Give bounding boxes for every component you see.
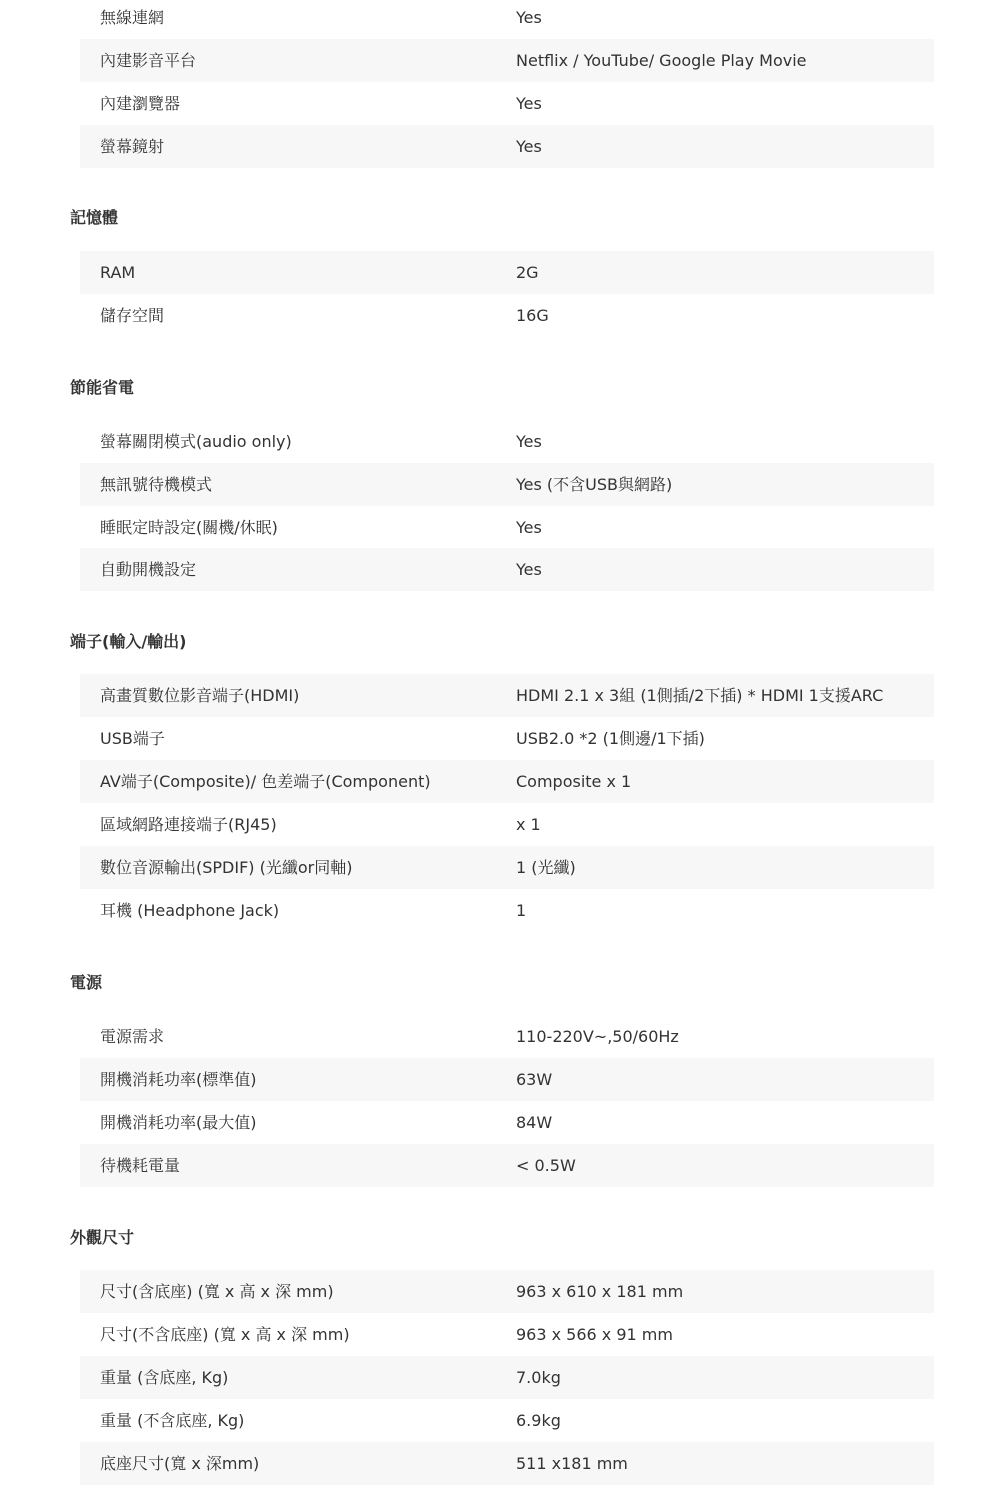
spec-label: 無訊號待機模式 [100, 475, 213, 494]
spec-row-screen-off-mode [80, 420, 934, 463]
section-title-dimensions: 外觀尺寸 [70, 1228, 135, 1247]
spec-label: 電源需求 [100, 1027, 165, 1046]
spec-label: 尺寸(不含底座) (寬 x 高 x 深 mm) [100, 1325, 350, 1344]
spec-row-power-max [80, 1101, 934, 1144]
spec-label: 底座尺寸(寬 x 深mm) [100, 1454, 260, 1473]
spec-value: 963 x 610 x 181 mm [516, 1282, 684, 1301]
spec-row-streaming-platform [80, 39, 934, 82]
spec-label: 耳機 (Headphone Jack) [100, 901, 280, 920]
spec-row-ram [80, 251, 934, 294]
spec-label: 睡眠定時設定(關機/休眠) [100, 518, 278, 537]
spec-value: Yes [516, 518, 542, 537]
spec-value: 7.0kg [516, 1368, 561, 1387]
spec-row-storage [80, 294, 934, 337]
spec-value: Composite x 1 [516, 772, 632, 791]
spec-value: 63W [516, 1070, 553, 1089]
spec-row-standby-power [80, 1144, 934, 1187]
spec-label: 螢幕關閉模式(audio only) [100, 432, 292, 451]
spec-value: HDMI 2.1 x 3組 (1側插/2下插) * HDMI 1支援ARC [516, 686, 884, 705]
spec-value: Yes [516, 94, 542, 113]
spec-value: 1 (光纖) [516, 858, 576, 877]
spec-label: 自動開機設定 [100, 560, 197, 579]
spec-label: 重量 (不含底座, Kg) [100, 1411, 245, 1430]
spec-value: 6.9kg [516, 1411, 561, 1430]
spec-value: 84W [516, 1113, 553, 1132]
spec-row-spdif [80, 846, 934, 889]
spec-label: AV端子(Composite)/ 色差端子(Component) [100, 772, 431, 791]
spec-row-wireless [80, 0, 934, 39]
spec-row-screen-mirroring [80, 125, 934, 168]
section-title-memory: 記憶體 [70, 208, 119, 227]
spec-row-headphone [80, 889, 934, 932]
spec-label: 螢幕鏡射 [100, 137, 165, 156]
spec-value: Yes [516, 8, 542, 27]
spec-label: 尺寸(含底座) (寬 x 高 x 深 mm) [100, 1282, 334, 1301]
spec-row-power-typical [80, 1058, 934, 1101]
spec-label: 無線連網 [100, 8, 165, 27]
spec-row-size-with-stand [80, 1270, 934, 1313]
spec-value: USB2.0 *2 (1側邊/1下插) [516, 729, 705, 748]
spec-value: Yes [516, 560, 542, 579]
spec-row-no-signal-standby [80, 463, 934, 506]
spec-row-hdmi [80, 674, 934, 717]
spec-row-av-component [80, 760, 934, 803]
spec-value: 110-220V~,50/60Hz [516, 1027, 679, 1046]
section-title-power: 電源 [70, 973, 103, 992]
spec-label: 儲存空間 [100, 306, 165, 325]
spec-row-auto-power-on [80, 548, 934, 591]
spec-value: 1 [516, 901, 527, 920]
spec-label: 高畫質數位影音端子(HDMI) [100, 686, 300, 705]
spec-row-browser [80, 82, 934, 125]
spec-row-power-requirement [80, 1015, 934, 1058]
spec-row-stand-size [80, 1442, 934, 1485]
spec-value: x 1 [516, 815, 541, 834]
spec-value: < 0.5W [516, 1156, 576, 1175]
spec-label: 內建影音平台 [100, 51, 197, 70]
spec-row-size-without-stand [80, 1313, 934, 1356]
spec-value: 963 x 566 x 91 mm [516, 1325, 673, 1344]
spec-value: 2G [516, 263, 539, 282]
spec-value: Netflix / YouTube/ Google Play Movie [516, 51, 807, 70]
spec-row-rj45 [80, 803, 934, 846]
spec-label: 開機消耗功率(最大值) [100, 1113, 257, 1132]
spec-label: USB端子 [100, 729, 165, 748]
spec-value: Yes [516, 432, 542, 451]
spec-label: 待機耗電量 [100, 1156, 181, 1175]
spec-label: RAM [100, 263, 136, 282]
section-title-ports: 端子(輸入/輸出) [70, 632, 187, 651]
spec-row-sleep-timer [80, 506, 934, 549]
spec-row-weight-with-stand [80, 1356, 934, 1399]
spec-label: 開機消耗功率(標準值) [100, 1070, 257, 1089]
spec-label: 區域網路連接端子(RJ45) [100, 815, 277, 834]
spec-value: 16G [516, 306, 549, 325]
spec-value: Yes (不含USB與網路) [516, 475, 673, 494]
spec-row-usb [80, 717, 934, 760]
spec-label: 重量 (含底座, Kg) [100, 1368, 229, 1387]
spec-label: 數位音源輸出(SPDIF) (光纖or同軸) [100, 858, 353, 877]
section-title-energy: 節能省電 [70, 378, 135, 397]
spec-value: 511 x181 mm [516, 1454, 628, 1473]
spec-label: 內建瀏覽器 [100, 94, 181, 113]
spec-value: Yes [516, 137, 542, 156]
spec-row-weight-without-stand [80, 1399, 934, 1442]
